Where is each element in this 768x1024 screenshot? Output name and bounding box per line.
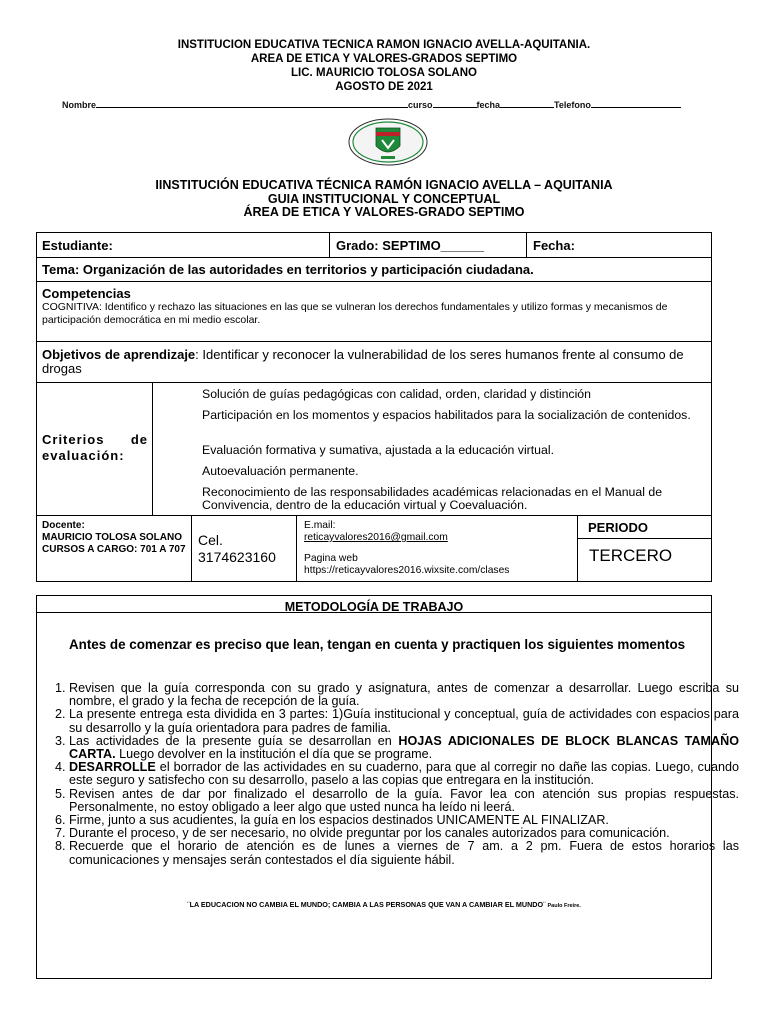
step-item: 3. Las actividades de la presente guía se desarrollan en HOJAS ADICIONALES DE BLOCK BLANCAS TAMAÑO CARTA. Luego devolver en la institución el día que se programe. xyxy=(69,735,739,761)
periodo-label-cell xyxy=(577,515,712,539)
title-line-2: GUIA INSTITUCIONAL Y CONCEPTUAL xyxy=(267,192,501,206)
docente-name: MAURICIO TOLOSA SOLANO xyxy=(42,532,182,543)
periodo-value-cell xyxy=(577,538,712,582)
telefono-field[interactable] xyxy=(591,98,681,108)
telefono-label: Telefono xyxy=(554,100,591,110)
competencias-title: Competencias xyxy=(42,286,131,301)
grado-cell xyxy=(329,232,527,258)
tema-row xyxy=(36,257,712,282)
quote-text: ¨LA EDUCACION NO CAMBIA EL MUNDO; CAMBIA A LAS PERSONAS QUE VAN A CAMBIAR EL MUNDO¨ xyxy=(187,900,546,909)
fecha-field[interactable] xyxy=(500,98,554,108)
periodo-value: TERCERO xyxy=(589,546,673,565)
step-item: 5. Revisen antes de dar por finalizado el desarrollo de la guía. Favor lea con atención sus propias respuestas. Personalmente, no estoy obligado a leer algo que usted nunca ha leído ni leerá. xyxy=(69,788,739,814)
web-label: Pagina web xyxy=(304,553,358,564)
header-line-1: INSTITUCION EDUCATIVA TECNICA RAMON IGNACIO AVELLA-AQUITANIA. xyxy=(177,39,591,51)
metodologia-title: METODOLOGÍA DE TRABAJO xyxy=(284,600,464,613)
objetivos-text: : Identificar y reconocer la vulnerabilidad de los seres humanos frente al consumo de drogas xyxy=(42,347,684,376)
criterios-list-cell xyxy=(152,382,712,516)
title-line-3: ÁREA DE ETICA Y VALORES-GRADO SEPTIMO xyxy=(243,205,525,219)
steps-list xyxy=(37,682,739,867)
tema-text: Tema: Organización de las autoridades en territorios y participación ciudadana. xyxy=(42,262,534,277)
objetivos-label: Objetivos de aprendizaje xyxy=(42,347,196,362)
student-info-line xyxy=(62,98,681,110)
contact-cell xyxy=(296,515,578,582)
cel-cell xyxy=(191,515,297,582)
fecha-label-table: Fecha: xyxy=(533,238,575,253)
step-item: 1. Revisen que la guía corresponda con su grado y asignatura, antes de comenzar a desarrollar. Luego escriba su nombre, el grado y la fecha de recepción de la guía. xyxy=(69,682,739,708)
docente-label: Docente: xyxy=(42,520,85,531)
quote-author: Paulo Freire. xyxy=(547,903,581,909)
estudiante-label: Estudiante: xyxy=(42,238,113,253)
criterio-5: Reconocimiento de las responsabilidades académicas relacionadas en el Manual de Convivencia, dentro de la educación virtual y Coevaluación. xyxy=(202,485,663,512)
quote xyxy=(0,900,768,909)
step-item: 6. Firme, junto a sus acudientes, la guía en los espacios destinados UNICAMENTE AL FINALIZAR. xyxy=(69,814,739,827)
web-link[interactable]: https://reticayvalores2016.wixsite.com/clases xyxy=(304,565,510,576)
cursos-a-cargo: CURSOS A CARGO: 701 A 707 xyxy=(42,544,186,555)
step-item: 2. La presente entrega esta dividida en 3 partes: 1)Guía institucional y conceptual, guía de actividades con espacios para su desarrollo y la guía orientadora para padres de familia. xyxy=(69,708,739,734)
fecha-cell[interactable] xyxy=(526,232,712,258)
periodo-label: PERIODO xyxy=(588,520,648,535)
criterio-3: Evaluación formativa y sumativa, ajustada a la educación virtual. xyxy=(202,443,555,457)
competencias-row xyxy=(36,281,712,342)
estudiante-cell[interactable] xyxy=(36,232,330,258)
docente-info xyxy=(42,520,190,556)
email-link[interactable]: reticayvalores2016@gmail.com xyxy=(304,532,448,543)
metodologia-intro: Antes de comenzar es preciso que lean, tengan en cuenta y practiquen los siguientes momentos xyxy=(69,637,686,652)
cel-info xyxy=(198,532,276,566)
nombre-label: Nombre xyxy=(62,100,97,110)
curso-label: curso xyxy=(408,100,433,110)
metodologia-title-bar xyxy=(36,595,712,613)
email-label: E.mail: xyxy=(304,520,336,531)
criterio-1: Solución de guías pedagógicas con calidad, orden, claridad y distinción xyxy=(202,387,591,401)
objetivos-text-block xyxy=(42,348,702,376)
competencias-text: COGNITIVA: Identifico y rechazo las situaciones en las que se vulneran los derechos fundamentales y utilizo formas y mecanismos de participación democrática en mi medio escolar. xyxy=(42,301,668,326)
step-item: 8. Recuerde que el horario de atención es de lunes a viernes de 7 am. a 2 pm. Fuera de estos horarios las comunicaciones y mensajes serán contestados el día siguiente hábil. xyxy=(69,840,739,866)
criterio-4: Autoevaluación permanente. xyxy=(202,464,359,478)
header-line-2: AREA DE ETICA Y VALORES-GRADOS SEPTIMO xyxy=(250,53,518,65)
contact-info xyxy=(304,520,509,577)
title-line-1: IINSTITUCIÓN EDUCATIVA TÉCNICA RAMÓN IGNACIO AVELLA – AQUITANIA xyxy=(155,178,613,192)
school-crest-icon xyxy=(348,118,428,166)
criterios-label-cell xyxy=(36,382,153,516)
criterios-label: Criterios de evaluación: xyxy=(42,432,148,463)
nombre-field[interactable] xyxy=(96,98,408,108)
fecha-label: fecha xyxy=(476,100,501,110)
cel-number: 3174623160 xyxy=(198,549,276,565)
cel-label: Cel. xyxy=(198,532,223,548)
header-line-4: AGOSTO DE 2021 xyxy=(335,81,433,93)
docente-cell xyxy=(36,515,192,582)
step-item: 4. DESARROLLE el borrador de las actividades en su cuaderno, para que al corregir no dañe las copias. Luego, cuando este seguro y satisfecho con su desarrollo, paselo a las copias que entregara en la institución. xyxy=(69,761,739,787)
objetivos-row xyxy=(36,341,712,383)
curso-field[interactable] xyxy=(433,98,477,108)
grado-label: Grado: SEPTIMO______ xyxy=(336,238,485,253)
step-item: 7. Durante el proceso, y de ser necesario, no olvide preguntar por los canales autorizados para comunicación. xyxy=(69,827,739,840)
header-line-3: LIC. MAURICIO TOLOSA SOLANO xyxy=(291,67,477,79)
criterio-2: Participación en los momentos y espacios habilitados para la socialización de contenidos. xyxy=(202,408,691,422)
